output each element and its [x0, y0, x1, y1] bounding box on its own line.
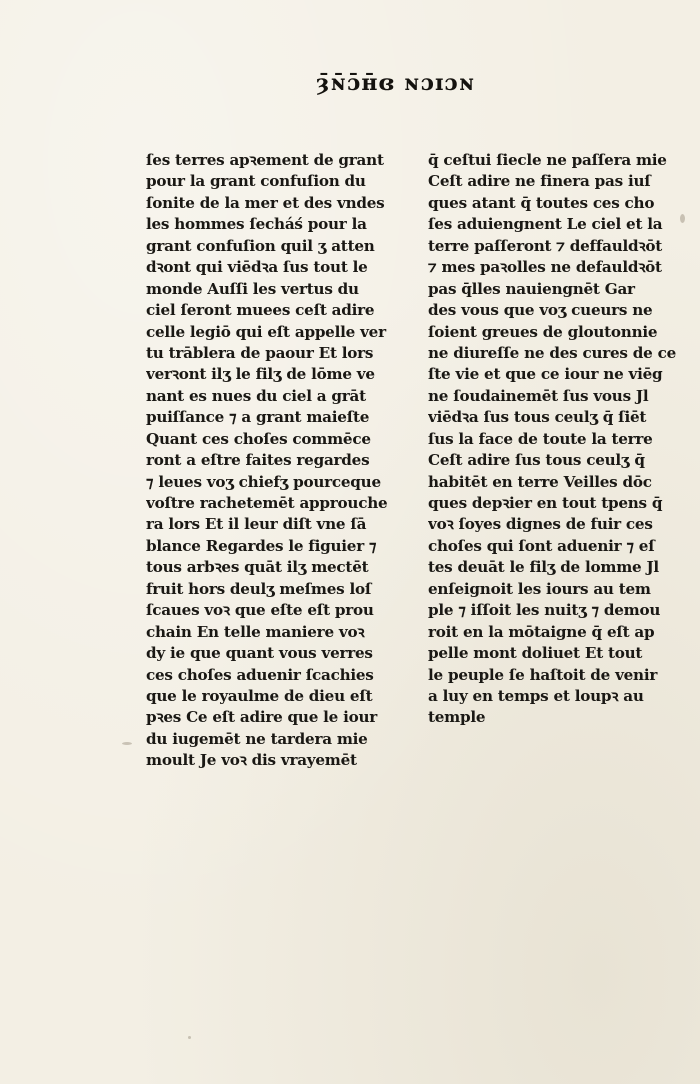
text-line: ſte vie et que ce iour ne viēg — [428, 365, 663, 384]
text-line: tu trāblera de paour Et lors — [146, 343, 374, 362]
text-column-left — [146, 150, 396, 772]
text-line: ſoient greues de gloutonnie — [428, 322, 658, 341]
text-line: celle legiō qui eſt appelle ver — [146, 322, 386, 341]
text-line: ques atant q̄ toutes ces cho — [428, 193, 655, 212]
text-line: Quant ces choſes commēce — [146, 429, 371, 448]
text-column-right — [428, 150, 686, 729]
text-line: verꝛont ilʒ le filʒ de lōme ve — [146, 365, 375, 384]
text-line: voꝛ ſoyes dignes de fuir ces — [428, 515, 653, 534]
text-line: puiſſance ⁊ a grant maieſte — [146, 408, 370, 427]
text-line: ront a eſtre faites regardes — [146, 451, 370, 470]
text-line: pelle mont doliuet Et tout — [428, 644, 643, 663]
paper-speck — [680, 214, 685, 223]
text-line: ra lors Et il leur diſt vne ſā — [146, 515, 367, 534]
text-line: tous arbꝛes quāt ilʒ mectēt — [146, 558, 369, 577]
paper-speck — [122, 742, 132, 745]
text-line: ques depꝛier en tout tpens q̄ — [428, 494, 663, 512]
text-line: ple ⁊ iſſoit les nuitʒ ⁊ demou — [428, 601, 661, 620]
running-head: ȝ̄ɴ̄ɔ̄ʜ̄ɞ ɴɔɪɔɴ — [316, 70, 476, 96]
text-line: ſonite de la mer et des vndes — [146, 193, 385, 212]
text-line: Ceſt adire ne finera pas iuſ — [428, 172, 651, 191]
text-line: chain En telle maniere voꝛ — [146, 622, 365, 641]
text-line: pour la grant confuſion du — [146, 172, 366, 191]
text-line: ces choſes aduenir ſcachies — [146, 665, 374, 684]
text-line: choſes qui ſont aduenir ⁊ eſ — [428, 536, 655, 555]
text-line: du iugemēt ne tardera mie — [146, 729, 368, 748]
text-line: Ceſt adire ſus tous ceulʒ q̄ — [428, 451, 645, 470]
text-line: habitēt en terre Veilles dōc — [428, 472, 652, 491]
text-line: grant confuſion quil ʒ atten — [146, 236, 375, 255]
text-line: ſus la face de toute la terre — [428, 429, 653, 448]
text-line: q̄ ceſtui ſiecle ne paſſera mie — [428, 151, 667, 169]
text-line: les hommes ſecháś pour la — [146, 215, 367, 234]
text-line: ne ſoudainemēt ſus vous Jl — [428, 386, 649, 405]
text-line: blance Regardes le figuier ⁊ — [146, 536, 377, 555]
text-line: viēdꝛa ſus tous ceulʒ q̄ ſiēt — [428, 408, 647, 427]
text-line: voſtre rachetemēt approuche — [146, 494, 388, 512]
text-line: dy ie que quant vous verres — [146, 644, 373, 663]
text-line: roit en la mōtaigne q̄ eſt ap — [428, 622, 655, 641]
text-line: ne diureſſe ne des cures de ce — [428, 343, 676, 362]
text-line: le peuple ſe haſtoit de venir — [428, 665, 658, 684]
text-line: temple — [428, 708, 486, 727]
text-line: ſcaues voꝛ que eſte eſt prou — [146, 601, 374, 620]
text-line: ⁊ leues voʒ chiefʒ pourceque — [146, 472, 381, 491]
text-line: des vous que voʒ cueurs ne — [428, 301, 653, 320]
text-line: terre paſſeront ⁊ deffauldꝛōt — [428, 236, 662, 255]
text-line: dꝛont qui viēdꝛa ſus tout le — [146, 258, 368, 277]
text-line: ſes terres apꝛement de grant — [146, 151, 384, 169]
text-line: enſeignoit les iours au tem — [428, 579, 651, 598]
text-line: ſes aduiengnent Le ciel et la — [428, 215, 663, 234]
text-line: nant es nues du ciel a grāt — [146, 386, 366, 405]
text-line: pꝛes Ce eſt adire que le iour — [146, 708, 378, 727]
text-line: monde Auſſi les vertus du — [146, 279, 359, 298]
text-line: a luy en temps et loupꝛ au — [428, 686, 644, 705]
text-line: ciel ſeront muees ceſt adire — [146, 301, 375, 320]
paper-speck — [188, 1036, 191, 1039]
text-line: tes deuāt le filʒ de lomme Jl — [428, 558, 659, 577]
text-line: fruit hors deulʒ meſmes loſ — [146, 579, 372, 598]
text-line: pas q̄lles nauiengnēt Gar — [428, 279, 635, 298]
text-line: moult Je voꝛ dis vrayemēt — [146, 751, 357, 770]
text-line: ⁊ mes paꝛolles ne defauldꝛōt — [428, 258, 662, 277]
text-line: que le royaulme de dieu eſt — [146, 686, 373, 705]
